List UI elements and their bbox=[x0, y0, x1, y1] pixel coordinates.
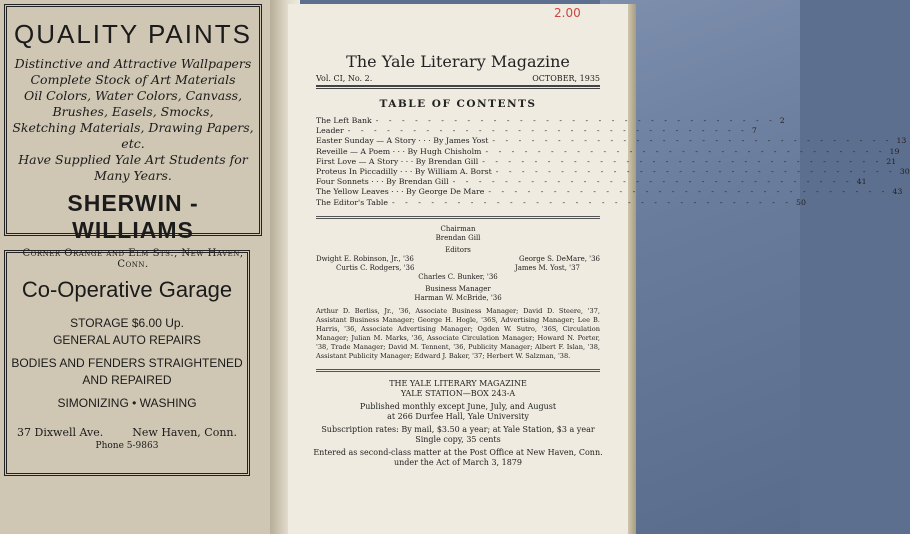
magazine-masthead bbox=[296, 52, 910, 468]
toc-entry-page: 13 bbox=[896, 136, 907, 146]
toc-entry bbox=[316, 166, 910, 177]
chairman-label: Chairman bbox=[440, 224, 476, 233]
table-of-contents bbox=[316, 116, 910, 208]
toc-entry-title: Four Sonnets · · · By Brendan Gill bbox=[316, 177, 449, 187]
toc-entry-page: 41 bbox=[856, 177, 867, 187]
toc-entry bbox=[316, 136, 907, 146]
toc-entry-page: 2 bbox=[779, 116, 785, 125]
toc-entry-title: Leader bbox=[316, 126, 344, 136]
postal-entry: under the Act of March 3, 1879 bbox=[393, 457, 522, 467]
ad-line: Brushes, Easels, Smocks, bbox=[52, 104, 214, 119]
garage-ad bbox=[4, 250, 250, 476]
toc-entry-page: 50 bbox=[796, 197, 806, 207]
editors-label: Editors bbox=[445, 245, 471, 254]
toc-entry-title: The Left Bank bbox=[316, 116, 372, 125]
issue-date: OCTOBER, 1935 bbox=[532, 74, 600, 83]
quality-paints-ad bbox=[4, 4, 262, 270]
ad-address-row bbox=[7, 426, 247, 439]
toc-entry-title: The Editor's Table bbox=[316, 197, 389, 207]
editors-row bbox=[296, 264, 620, 273]
ad-line: SIMONIZING • WASHING bbox=[57, 396, 197, 410]
ad-line: Sketching Materials, Drawing Papers, etc. bbox=[12, 120, 254, 151]
publication-note: Published monthly except June, July, and August bbox=[359, 401, 557, 411]
ad-line: Distinctive and Attractive Wallpapers bbox=[14, 56, 252, 71]
toc-entry bbox=[316, 146, 900, 157]
ad-phone: Phone 5-9863 bbox=[95, 441, 159, 451]
chairman-name: Brendan Gill bbox=[435, 233, 481, 242]
postal-entry: Entered as second-class matter at the Post Office at New Haven, Conn. bbox=[313, 447, 603, 457]
toc-leader-dots: - - - - - - - - - - - - - - - - - - - - - - - - - - - - - - - bbox=[485, 146, 886, 156]
toc-entry-title: The Yellow Leaves · · · By George De Mare bbox=[316, 187, 485, 197]
publication-note: at 266 Durfee Hall, Yale University bbox=[387, 411, 529, 421]
ad-heading: Co-Operative Garage bbox=[21, 277, 233, 302]
ad-line: Have Supplied Yale Art Students for Many Years. bbox=[18, 152, 248, 183]
section-rule bbox=[316, 369, 600, 372]
toc-entry-page: 19 bbox=[889, 146, 900, 156]
toc-entry-title: Reveille — A Poem · · · By Hugh Chisholm bbox=[316, 146, 482, 156]
ad-line: Oil Colors, Water Colors, Canvass, bbox=[23, 88, 243, 103]
toc-leader-dots: - - - - - - - - - - - - - - - - - - - - - - - - - - - - - - - bbox=[488, 187, 889, 197]
magazine-title: The Yale Literary Magazine bbox=[346, 52, 570, 71]
editors-row bbox=[296, 255, 620, 264]
issue-line bbox=[296, 74, 620, 83]
ad-line: BODIES AND FENDERS STRAIGHTENED bbox=[11, 356, 243, 370]
section-rule bbox=[316, 216, 600, 219]
publisher-name: THE YALE LITERARY MAGAZINE bbox=[389, 378, 527, 388]
toc-entry bbox=[316, 126, 757, 136]
left-page bbox=[0, 0, 282, 534]
business-manager: Harman W. McBride, '36 bbox=[414, 293, 502, 302]
title-rule bbox=[316, 85, 600, 89]
toc-entry bbox=[316, 177, 867, 187]
toc-entry bbox=[316, 187, 903, 197]
toc-leader-dots: - - - - - - - - - - - - - - - - - - - - - - - - - - - - - - - bbox=[482, 156, 883, 166]
ad-line: Complete Stock of Art Materials bbox=[30, 72, 236, 87]
ad-address-right: New Haven, Conn. bbox=[132, 426, 237, 439]
single-copy-price: Single copy, 35 cents bbox=[415, 434, 501, 444]
toc-leader-dots: - - - - - - - - - - - - - - - - - - - - - - - - - - - - - - - bbox=[375, 116, 776, 125]
ad-heading: QUALITY PAINTS bbox=[14, 19, 252, 49]
editor-name: George S. DeMare, '36 bbox=[518, 254, 600, 263]
toc-leader-dots: - - - - - - - - - - - - - - - - - - - - - - - - - - - - - - - bbox=[495, 166, 896, 176]
toc-heading: TABLE OF CONTENTS bbox=[379, 98, 537, 110]
editor-name: Charles C. Bunker, '36 bbox=[418, 272, 498, 281]
toc-leader-dots: - - - - - - - - - - - - - - - - - - - - - - - - - - - - - - - bbox=[452, 177, 853, 187]
toc-entry-page: 43 bbox=[892, 187, 903, 197]
editor-name: Dwight E. Robinson, Jr., '36 bbox=[316, 254, 414, 263]
toc-entry-page: 30 bbox=[899, 166, 910, 176]
publisher-address: YALE STATION—BOX 243-A bbox=[400, 388, 516, 398]
toc-entry-title: Easter Sunday — A Story · · · By James Yost bbox=[316, 136, 489, 146]
editor-name: Curtis C. Rodgers, '36 bbox=[336, 263, 415, 272]
toc-entry-page: 7 bbox=[751, 126, 757, 136]
ad-line: STORAGE $6.00 Up. bbox=[70, 316, 184, 330]
toc-entry-title: First Love — A Story · · · By Brendan Gill bbox=[316, 156, 479, 166]
toc-leader-dots: - - - - - - - - - - - - - - - - - - - - - - - - - - - - - - - bbox=[347, 126, 748, 136]
editor-name: James M. Yost, '37 bbox=[514, 263, 580, 272]
toc-leader-dots: - - - - - - - - - - - - - - - - - - - - - - - - - - - - - - - bbox=[392, 197, 793, 207]
ad-address: Corner Orange and Elm Sts., New Haven, Conn. bbox=[22, 248, 244, 270]
toc-entry bbox=[316, 197, 806, 208]
toc-leader-dots: - - - - - - - - - - - - - - - - - - - - - - - - - - - - - - - bbox=[492, 136, 893, 146]
toc-entry bbox=[316, 116, 785, 126]
business-label: Business Manager bbox=[425, 284, 491, 293]
subscription-rates: Subscription rates: By mail, $3.50 a year; at Yale Station, $3 a year bbox=[321, 424, 595, 434]
toc-entry-page: 21 bbox=[886, 156, 897, 166]
ad-line: AND REPAIRED bbox=[82, 373, 172, 387]
toc-entry-title: Proteus In Piccadilly · · · By William A. Borst bbox=[316, 166, 492, 176]
volume-number: Vol. CI, No. 2. bbox=[316, 74, 373, 83]
page-edge bbox=[628, 4, 636, 534]
staff-list: Arthur D. Berliss, Jr., '36, Associate Business Manager; David D. Steere, '37, Assistant Business Manager; George H. Hogle, '36S, Advertising Manager; Lee B. Harris, '36, Associate Advertising Manager; Ogden W. Sutro, '36S, Circulation Manager; Julian M. Marks, '36, Associate Circulation Manager; Howard N. Porter, '38, Trade Manager; David M. Tennent, '36, Publicity Manager; Albert F. Islan, '38, Assistant Publicity Manager; Edward J. Baker, '37; Herbert W. Salzman, '38. bbox=[316, 306, 600, 360]
handwritten-price: 2.00 bbox=[554, 6, 581, 20]
ad-line: GENERAL AUTO REPAIRS bbox=[53, 333, 201, 347]
ad-address-left: 37 Dixwell Ave. bbox=[17, 426, 104, 439]
toc-entry bbox=[316, 156, 897, 167]
ad-brand: SHERWIN - WILLIAMS bbox=[67, 190, 199, 243]
